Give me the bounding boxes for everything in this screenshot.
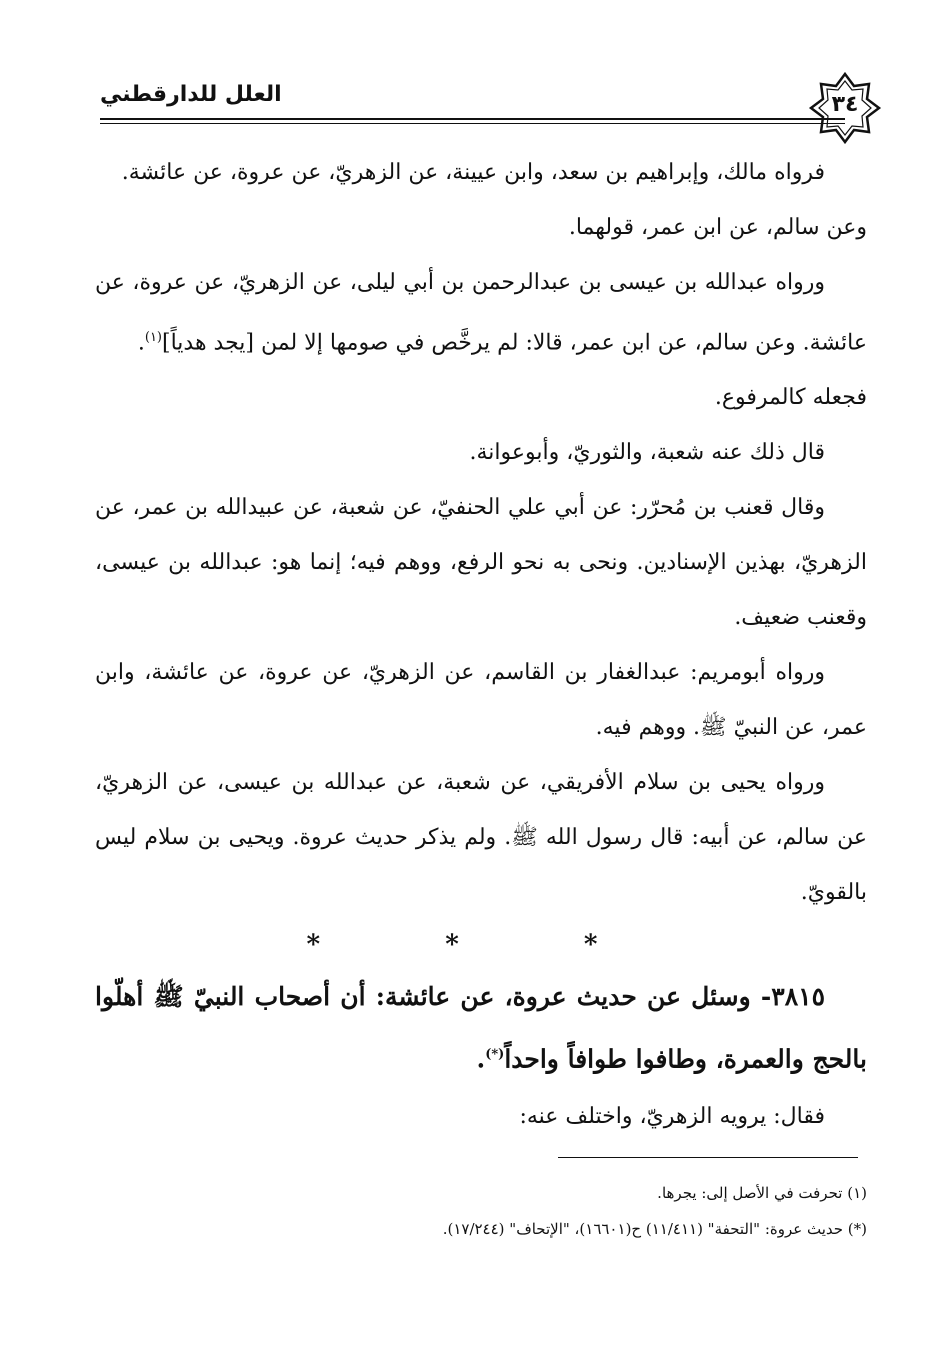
- header-rule: [100, 118, 845, 120]
- footnote-rule: [558, 1157, 858, 1158]
- footnote: (*) حديث عروة: "التحفة" (١١/٤١١) ح(١٦٦٠١)، "الإتحاف" (١٧/٢٤٤).: [442, 1220, 867, 1238]
- paragraph: قال ذلك عنه شعبة، والثوريّ، وأبوعوانة.: [469, 440, 825, 466]
- footnote: (١) تحرفت في الأصل إلى: يجرها.: [657, 1184, 867, 1202]
- section-separator: * * *: [306, 930, 656, 961]
- entry-text: ٣٨١٥- وسئل عن حديث عروة، عن عائشة: أن أصحاب النبيّ ﷺ أهلّوا بالحج والعمرة، وطافوا طوافاً واحداً: [95, 982, 867, 1074]
- paragraph: ورواه أبومريم: عبدالغفار بن القاسم، عن الزهريّ، عن عروة، عن عائشة، وابن عمر، عن النبيّ ﷺ. ووهم فيه.: [95, 660, 867, 741]
- paragraph: ورواه يحيى بن سلام الأفريقي، عن شعبة، عن عبدالله بن عيسى، عن الزهريّ، عن سالم، عن أبيه: قال رسول الله ﷺ. ولم يذكر حديث عروة. ويحيى بن سلام ليس بالقويّ.: [95, 770, 867, 906]
- page-number: ٣٤: [831, 92, 859, 117]
- paragraph-tail: .: [137, 330, 145, 356]
- paragraph: فرواه مالك، وإبراهيم بن سعد، وابن عيينة، عن الزهريّ، عن عروة، عن عائشة.: [121, 160, 825, 185]
- footnote-ref[interactable]: (١): [144, 330, 162, 345]
- running-header-title: العلل للدارقطني: [100, 82, 282, 107]
- header-rule-thin: [100, 123, 845, 124]
- paragraph: فجعله كالمرفوع.: [714, 385, 867, 411]
- footnote-ref[interactable]: (*): [485, 1047, 505, 1063]
- page-number-badge: [807, 70, 883, 146]
- paragraph: وقال قعنب بن مُحرّر: عن أبي علي الحنفيّ، عن شعبة، عن عبيدالله بن عمر، عن الزهريّ، بهذين الإسنادين. ونحى به نحو الرفع، ووهم فيه؛ إنما هو: عبدالله بن عيسى، وقعنب ضعيف.: [95, 495, 867, 631]
- footnotes: [95, 1175, 867, 1247]
- entry-tail: .: [476, 1044, 486, 1074]
- entry-heading: [95, 968, 867, 1088]
- main-text: [95, 145, 867, 1144]
- paragraph: وعن سالم، عن ابن عمر، قولهما.: [568, 215, 867, 240]
- paragraph: فقال: يرويه الزهريّ، واختلف عنه:: [519, 1103, 825, 1129]
- paragraph-text: ورواه عبدالله بن عيسى بن عبدالرحمن بن أبي ليلى، عن الزهريّ، عن عروة، عن عائشة. وعن سالم، عن ابن عمر، قالا: لم يرخَّص في صومها إلا لمن [يجد هدياً]: [95, 270, 867, 356]
- paragraph: [95, 255, 867, 370]
